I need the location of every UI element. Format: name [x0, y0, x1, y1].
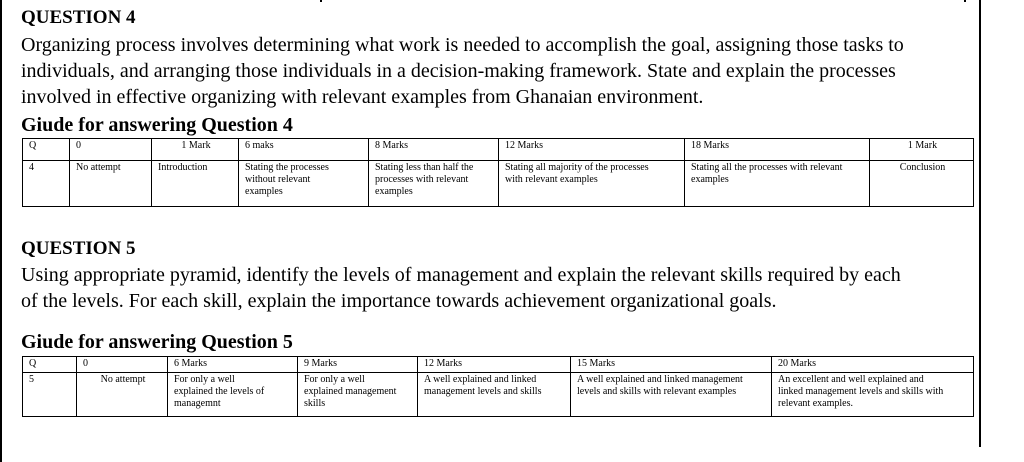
question-4-text: [21, 32, 977, 110]
question-5-guide-heading: Giude for answering Question 5: [21, 331, 293, 353]
cell-line: Stating less than half the: [375, 162, 474, 173]
header-cell: 6 Marks: [168, 357, 298, 373]
header-cell: 0: [70, 139, 152, 161]
cell-line: levels and skills with relevant examples: [577, 386, 737, 397]
cell-line: examples: [691, 174, 729, 185]
question-4-line: individuals, and arranging those individuals in a decision-making framework. State and explain the processes: [21, 60, 896, 82]
top-edge-mark: [964, 0, 966, 2]
cell-line: examples: [375, 186, 413, 197]
header-cell: 12 Marks: [499, 139, 685, 161]
header-cell: Q: [23, 357, 77, 373]
rubric-cell: [239, 161, 369, 207]
question-4-rubric-table: [22, 138, 974, 207]
header-cell: 1 Mark: [870, 139, 974, 161]
cell-line: explained the levels of: [174, 386, 265, 397]
question-4-guide-heading: Giude for answering Question 4: [21, 114, 293, 136]
cell-line: No attempt: [100, 374, 146, 385]
cell-line: A well explained and linked management: [577, 374, 743, 385]
header-cell: 9 Marks: [298, 357, 418, 373]
cell-line: An excellent and well explained and: [778, 374, 924, 385]
cell-line: For only a well: [304, 374, 365, 385]
cell-line: Stating the processes: [245, 162, 329, 173]
rubric-cell: [152, 161, 239, 207]
question-4-line: involved in effective organizing with relevant examples from Ghanaian environment.: [21, 86, 704, 108]
cell-line: processes with relevant: [375, 174, 469, 185]
cell-line: without relevant: [245, 174, 311, 185]
left-page-rule: [0, 0, 2, 462]
rubric-cell: [418, 373, 571, 417]
top-edge-mark: [320, 0, 322, 2]
header-cell: Q: [23, 139, 70, 161]
rubric-cell: [77, 373, 168, 417]
question-5-heading: QUESTION 5: [21, 238, 136, 259]
cell-line: Introduction: [158, 162, 208, 173]
rubric-cell: [499, 161, 685, 207]
cell-line: For only a well: [174, 374, 235, 385]
rubric-cell: [685, 161, 870, 207]
rubric-cell: [772, 373, 974, 417]
question-4-line: Organizing process involves determining what work is needed to accomplish the goal, assigning those tasks to: [21, 34, 904, 56]
rubric-cell: [23, 161, 70, 207]
cell-line: 5: [29, 374, 34, 385]
cell-line: management levels and skills: [424, 386, 542, 397]
header-cell: 15 Marks: [571, 357, 772, 373]
rubric-cell: [571, 373, 772, 417]
rubric-cell: [870, 161, 974, 207]
header-cell: 20 Marks: [772, 357, 974, 373]
rubric-cell: [168, 373, 298, 417]
question-5-line: of the levels. For each skill, explain the importance towards achievement organizational goals.: [21, 290, 777, 312]
cell-line: Conclusion: [899, 162, 946, 173]
rubric-cell: [23, 373, 77, 417]
cell-line: with relevant examples: [505, 174, 598, 185]
rubric-header-row: [23, 357, 974, 373]
cell-line: examples: [245, 186, 283, 197]
cell-line: 4: [29, 162, 34, 173]
cell-line: linked management levels and skills with: [778, 386, 944, 397]
rubric-row: [23, 161, 974, 207]
header-cell: 1 Mark: [152, 139, 239, 161]
rubric-cell: [298, 373, 418, 417]
header-cell: 0: [77, 357, 168, 373]
cell-line: Stating all the processes with relevant: [691, 162, 843, 173]
cell-line: A well explained and linked: [424, 374, 537, 385]
cell-line: relevant examples.: [778, 398, 853, 409]
header-cell: 6 maks: [239, 139, 369, 161]
rubric-header-row: [23, 139, 974, 161]
right-page-rule: [979, 0, 981, 447]
question-5-text: [21, 262, 977, 314]
rubric-cell: [369, 161, 499, 207]
question-5-rubric-table: [22, 356, 974, 417]
cell-line: skills: [304, 398, 326, 409]
header-cell: 12 Marks: [418, 357, 571, 373]
header-cell: 18 Marks: [685, 139, 870, 161]
header-cell: 8 Marks: [369, 139, 499, 161]
cell-line: explained management: [304, 386, 397, 397]
cell-line: No attempt: [76, 162, 121, 173]
rubric-row: [23, 373, 974, 417]
question-5-line: Using appropriate pyramid, identify the levels of management and explain the relevant skills required by each: [21, 264, 901, 286]
cell-line: Stating all majority of the processes: [505, 162, 649, 173]
question-4-heading: QUESTION 4: [21, 7, 136, 28]
rubric-cell: [70, 161, 152, 207]
cell-line: managemnt: [174, 398, 221, 409]
